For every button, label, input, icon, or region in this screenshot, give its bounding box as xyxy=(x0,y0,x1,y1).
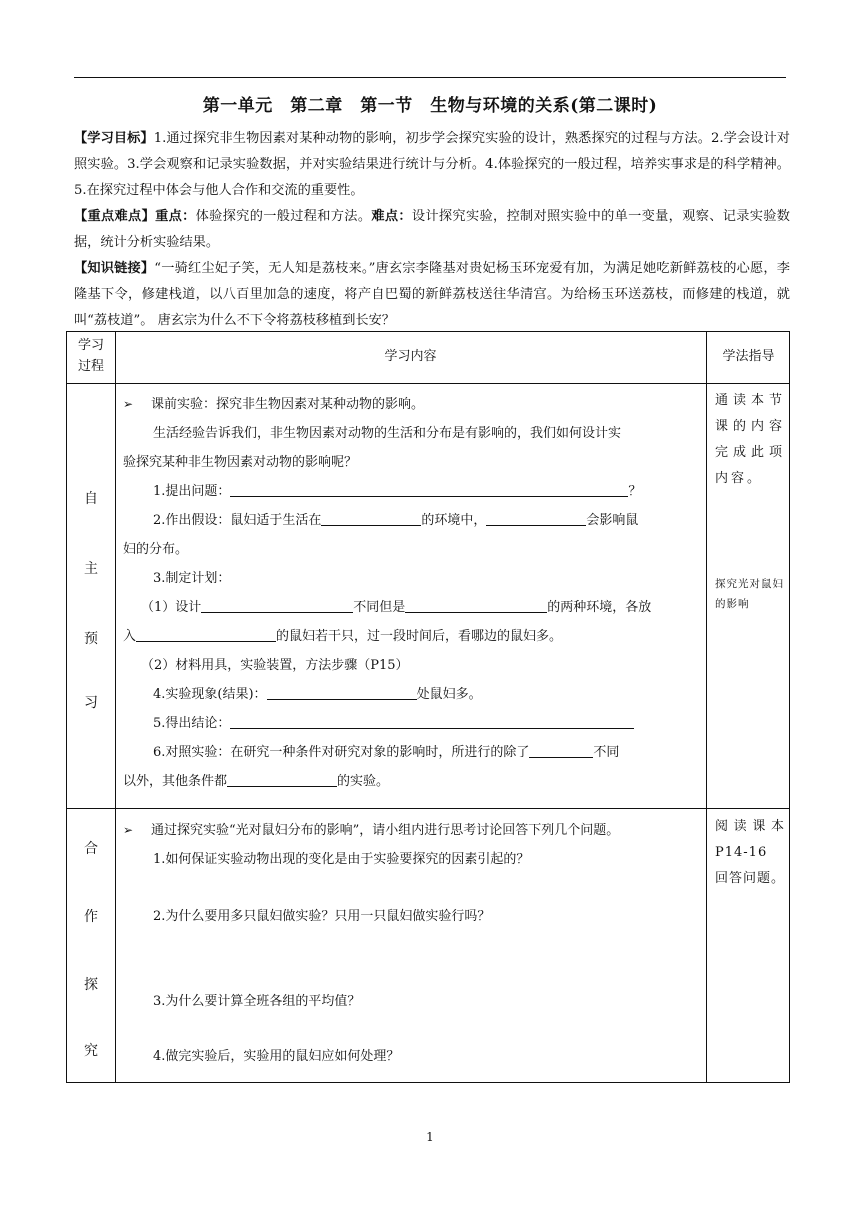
answer-blank[interactable] xyxy=(405,597,547,613)
key-point-label: 重点： xyxy=(155,209,196,224)
preview-label-1: 自 xyxy=(84,491,98,507)
preview-line: 5.得出结论： xyxy=(123,709,699,738)
header-content: 学习内容 xyxy=(384,349,437,364)
header-process-line1: 学习 xyxy=(77,338,104,353)
table-divider xyxy=(67,808,789,809)
preview-label-2: 主 xyxy=(84,561,98,577)
preview-line: 入 的鼠妇若干只，过一段时间后，看哪边的鼠妇多。 xyxy=(123,622,699,651)
preview-guide-note: 探究光对鼠妇的影响 xyxy=(715,578,784,610)
preview-line: （2）材料用具，实验装置，方法步骤（P15） xyxy=(141,658,409,673)
preview-line: 验探究某种非生物因素对动物的影响呢？ xyxy=(123,455,358,470)
intro-section xyxy=(74,126,790,334)
key-point-text: 体验探究的一般过程和方法。 xyxy=(195,209,372,224)
coop-content xyxy=(123,816,703,1071)
preview-line: ➢ 课前实验：探究非生物因素对某种动物的影响。 xyxy=(123,390,699,419)
coop-label-3: 探 xyxy=(84,977,98,993)
page-title: 第一单元 第二章 第一节 生物与环境的关系(第二课时) xyxy=(202,96,658,116)
knowledge-link xyxy=(74,256,790,334)
answer-blank[interactable] xyxy=(267,684,417,700)
preview-line: 3.制定计划： xyxy=(153,571,231,586)
preview-content xyxy=(123,390,699,796)
key-difficulty xyxy=(74,204,790,256)
answer-blank[interactable] xyxy=(201,597,353,613)
study-table xyxy=(66,331,790,1083)
preview-label-4: 习 xyxy=(84,695,98,711)
answer-blank[interactable] xyxy=(486,510,586,526)
preview-line: （1）设计 不同但是 的两种环境，各放 xyxy=(123,593,699,622)
preview-line: 妇的分布。 xyxy=(123,542,189,557)
coop-guide: 阅读课本P14-16 回答问题。 xyxy=(715,819,786,886)
header-guide: 学法指导 xyxy=(722,349,775,364)
learning-goals xyxy=(74,126,790,204)
answer-blank[interactable] xyxy=(136,626,276,642)
key-label: 【重点难点】 xyxy=(74,209,156,224)
header-rule xyxy=(74,77,786,78)
coop-intro: ➢ 通过探究实验“光对鼠妇分布的影响”，请小组内进行思考讨论回答下列几个问题。 xyxy=(123,816,703,845)
difficulty-text: 设计探究实验，控制对照实验中的单一变量，观察、记录实验数据，统计分析实验结果。 xyxy=(74,209,790,250)
answer-blank[interactable] xyxy=(230,713,634,729)
preview-line: 1.提出问题： ？ xyxy=(123,477,699,506)
preview-line: 4.实验现象(结果)： 处鼠妇多。 xyxy=(123,680,699,709)
coop-label-2: 作 xyxy=(84,909,98,925)
answer-blank[interactable] xyxy=(230,481,628,497)
arrow-bullet-icon: ➢ xyxy=(123,397,134,411)
coop-question: 3.为什么要计算全班各组的平均值？ xyxy=(153,994,361,1009)
difficulty-label: 难点： xyxy=(371,209,412,224)
table-divider xyxy=(706,332,707,1082)
coop-question: 1.如何保证实验动物出现的变化是由于实验要探究的因素引起的？ xyxy=(153,852,530,867)
arrow-bullet-icon: ➢ xyxy=(123,823,134,837)
coop-label-1: 合 xyxy=(84,841,98,857)
table-divider xyxy=(115,332,116,1082)
header-process-line2: 过程 xyxy=(77,359,104,374)
link-label: 【知识链接】 xyxy=(74,261,155,276)
table-divider xyxy=(67,383,789,384)
link-text: “一骑红尘妃子笑，无人知是荔枝来。”唐玄宗李隆基对贵妃杨玉环宠爱有加，为满足她吃新鲜荔枝的心愿，李隆基下令，修建栈道，以八百里加急的速度，将产自巴蜀的新鲜荔枝送往华清宫。为给杨玉环送荔枝，而修建的栈道，就叫“荔枝道”。 唐玄宗为什么不下令将荔枝移植到长安？ xyxy=(74,261,790,328)
coop-question: 2.为什么要用多只鼠妇做实验？只用一只鼠妇做实验行吗？ xyxy=(153,909,491,924)
coop-label-4: 究 xyxy=(84,1043,98,1059)
header-process xyxy=(67,335,115,377)
preview-line: 生活经验告诉我们，非生物因素对动物的生活和分布是有影响的，我们如何设计实 xyxy=(153,426,622,441)
page-number: 1 xyxy=(426,1130,434,1144)
preview-guide: 通读本节课的内容完成此项内容。 xyxy=(715,393,785,486)
answer-blank[interactable] xyxy=(227,771,337,787)
preview-line: 2.作出假设：鼠妇适于生活在 的环境中， 会影响鼠 xyxy=(123,506,699,535)
preview-line: 以外，其他条件都 的实验。 xyxy=(123,767,699,796)
answer-blank[interactable] xyxy=(529,742,593,758)
goals-label: 【学习目标】 xyxy=(74,131,154,146)
preview-line: 6.对照实验：在研究一种条件对研究对象的影响时，所进行的除了 不同 xyxy=(123,738,699,767)
coop-question: 4.做完实验后，实验用的鼠妇应如何处理？ xyxy=(153,1049,400,1064)
answer-blank[interactable] xyxy=(321,510,421,526)
goals-text: 1.通过探究非生物因素对某种动物的影响，初步学会探究实验的设计，熟悉探究的过程与方法。2.学会设计对照实验。3.学会观察和记录实验数据，并对实验结果进行统计与分析。4.体验探究的一般过程，培养实事求是的科学精神。5.在探究过程中体会与他人合作和交流的重要性。 xyxy=(74,131,790,198)
preview-label-3: 预 xyxy=(84,631,98,647)
